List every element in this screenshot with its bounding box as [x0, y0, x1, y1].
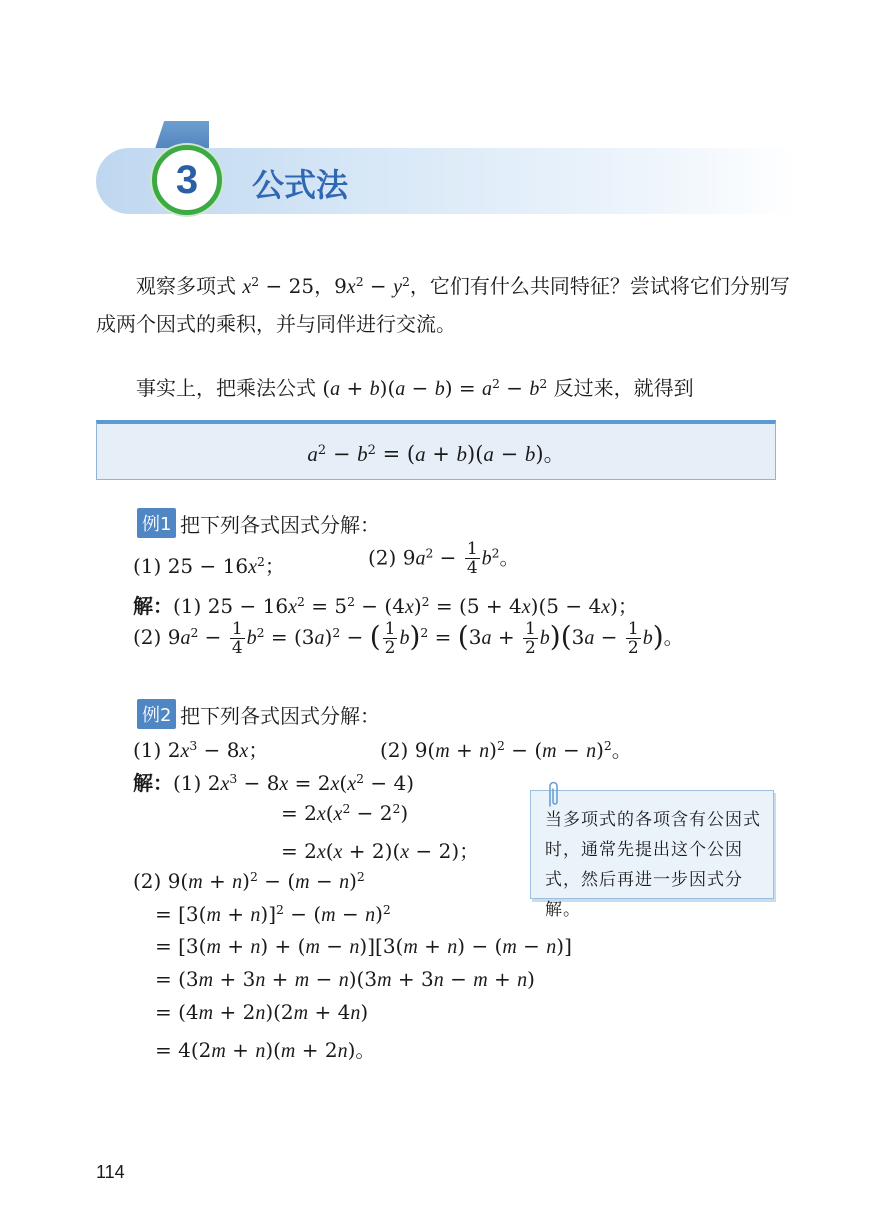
paperclip-icon: [545, 780, 561, 808]
example-2-solution-2-step-6: = 4(2m + n)(m + 2n)。: [155, 1038, 376, 1062]
example-2-solution-1-step-2: = $2x(x^2 - 2^2)$: [281, 801, 409, 825]
example-1-solution-1: 解：(1) $25 - 16x^2 = 5^2 - (4x)^2 = (5 + 4x)(5 - 4x)$；: [133, 594, 638, 618]
example-2-question-2: (2) $9(m + n)^2 - (m - n)^2$。: [380, 738, 632, 762]
section-title: 公式法: [252, 166, 349, 204]
section-number: 3: [175, 157, 199, 202]
example-2-solution-1-step-3: = 2x(x + 2)(x − 2)；: [281, 839, 480, 863]
difference-of-squares-formula: $a^2 - b^2 = (a + b)(a - b)$。: [307, 442, 565, 466]
example-2-solution-2-step-1: (2) $9(m + n)^2 - (m - n)^2$: [133, 869, 365, 893]
intro-line-2: 成两个因式的乘积，并与同伴进行交流。: [96, 312, 456, 336]
example-2-solution-2-step-3: = [3(m + n) + (m − n)][3(m + n) − (m − n)]: [155, 934, 572, 958]
intro-line-3: 事实上，把乘法公式 $(a + b)(a - b) = a^2 - b^2$ 反过来，就得到: [136, 376, 694, 400]
section-number-badge: [152, 145, 222, 215]
example-2-solution-1-step-1: 解：(1) $2x^3 - 8x = 2x(x^2 - 4)$: [133, 771, 414, 795]
intro-line-1: 观察多项式 $x^2 - 25$，$9x^2 - y^2$，它们有什么共同特征？尝试将它们分别写: [136, 274, 790, 298]
example-1-title: 把下列各式因式分解：: [180, 513, 380, 537]
example-1-question-1: (1) $25 - 16x^2$；: [133, 554, 285, 578]
formula-box: [96, 420, 776, 480]
example-2-solution-2-step-2: = $[3(m + n)]^2 - (m - n)^2$: [155, 902, 391, 926]
example-1-solution-2: (2) $9a^2$ − $\frac{1}{4}$ $b^2 = (3a)^2$ − ( $\frac{1}{2}$ b)$^2$ = (3a + $\frac{1}{2}$ b)(3a − $\frac{1}{2}$ b)。: [133, 618, 684, 658]
example-1-badge: 例1: [137, 508, 176, 538]
example-2-badge: 例2: [137, 699, 176, 729]
example-2-solution-2-step-5: = (4m + 2n)(2m + 4n): [155, 1000, 369, 1024]
example-1-question-2: (2) $9a^2$ − $\frac{1}{4}$ $b^2$。: [368, 539, 520, 578]
example-2-question-1: (1) $2x^3 - 8x$；: [133, 738, 269, 762]
example-2-solution-2-step-4: = (3m + 3n + m − n)(3m + 3n − m + n): [155, 967, 535, 991]
example-2-title: 把下列各式因式分解：: [180, 704, 380, 728]
side-note: [530, 790, 774, 920]
page-number: 114: [96, 1162, 125, 1182]
side-note-text: 当多项式的各项含有公因式时，通常先提出这个公因式，然后再进一步因式分解。: [545, 810, 761, 920]
